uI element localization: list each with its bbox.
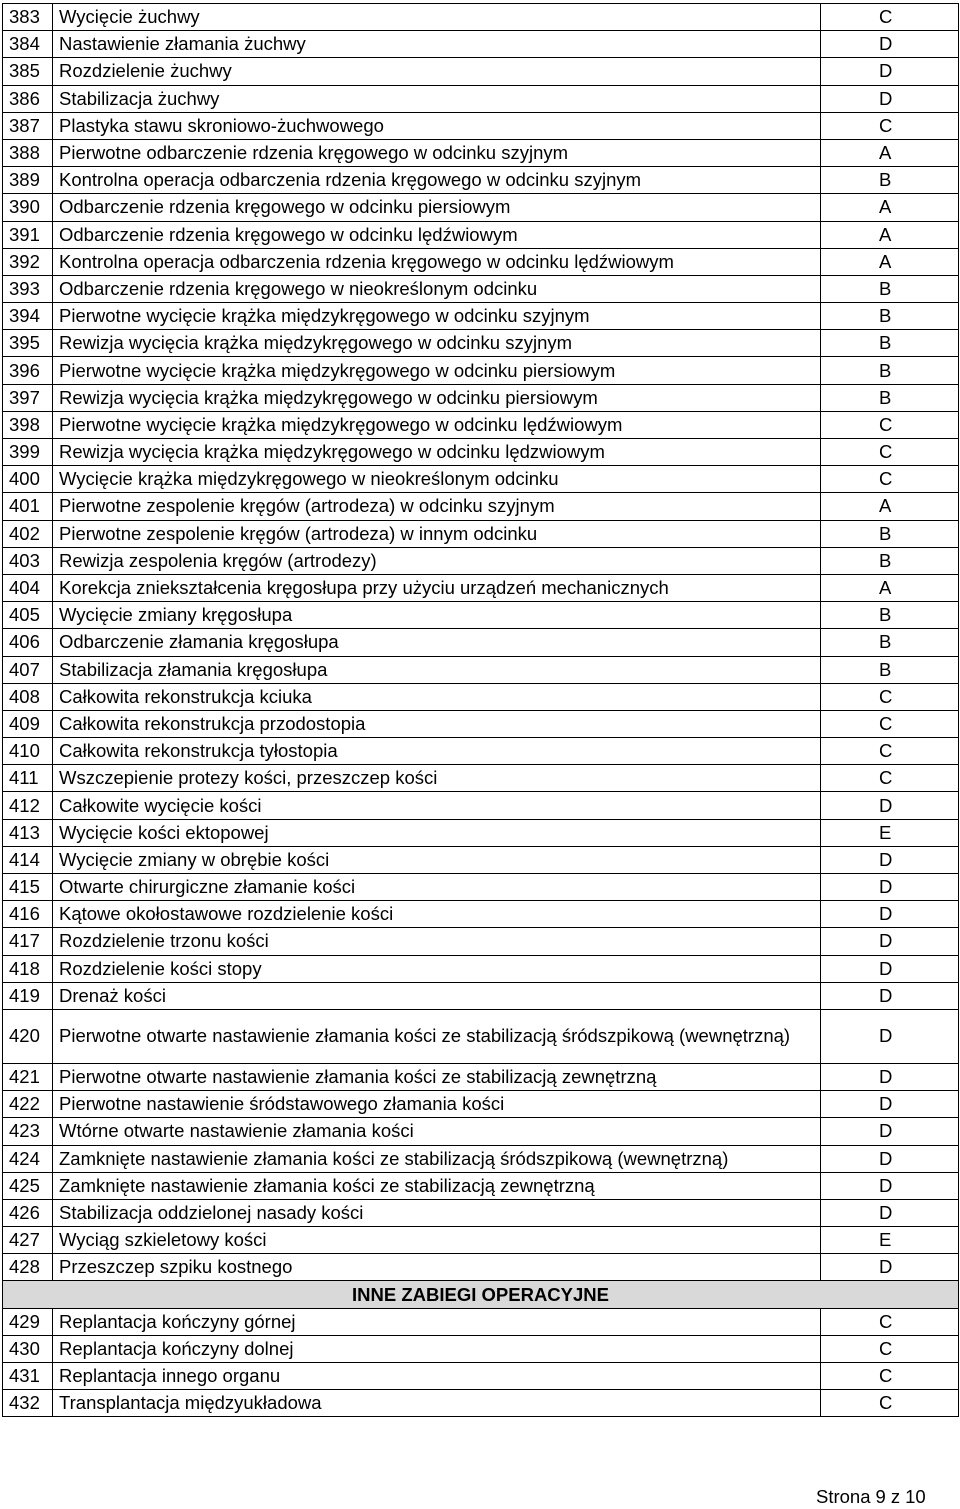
row-category: D <box>821 901 959 928</box>
table-row <box>3 221 959 248</box>
row-number: 410 <box>3 738 53 765</box>
row-description: Wyciąg szkieletowy kości <box>53 1227 821 1254</box>
table-row <box>3 357 959 384</box>
other-procedures-body <box>3 1308 959 1417</box>
row-number: 418 <box>3 955 53 982</box>
row-number: 408 <box>3 683 53 710</box>
table-row <box>3 1308 959 1335</box>
row-category: B <box>821 547 959 574</box>
row-category: A <box>821 139 959 166</box>
table-row <box>3 1227 959 1254</box>
row-number: 414 <box>3 846 53 873</box>
row-category: C <box>821 683 959 710</box>
row-description: Replantacja kończyny górnej <box>53 1308 821 1335</box>
table-row <box>3 1145 959 1172</box>
row-description: Kontrolna operacja odbarczenia rdzenia kręgowego w odcinku lędźwiowym <box>53 248 821 275</box>
row-category: B <box>821 275 959 302</box>
row-category: C <box>821 112 959 139</box>
table-row <box>3 1335 959 1362</box>
table-row <box>3 1009 959 1063</box>
table-row <box>3 248 959 275</box>
row-description: Odbarczenie złamania kręgosłupa <box>53 629 821 656</box>
row-number: 387 <box>3 112 53 139</box>
row-number: 383 <box>3 4 53 31</box>
row-description: Kontrolna operacja odbarczenia rdzenia kręgowego w odcinku szyjnym <box>53 167 821 194</box>
row-description: Pierwotne wycięcie krążka międzykręgowego w odcinku lędźwiowym <box>53 411 821 438</box>
row-category: D <box>821 1009 959 1063</box>
row-description: Replantacja innego organu <box>53 1363 821 1390</box>
row-category: B <box>821 602 959 629</box>
row-category: C <box>821 1363 959 1390</box>
row-number: 396 <box>3 357 53 384</box>
row-description: Rewizja wycięcia krążka międzykręgowego w odcinku piersiowym <box>53 384 821 411</box>
row-number: 403 <box>3 547 53 574</box>
row-description: Pierwotne otwarte nastawienie złamania kości ze stabilizacją zewnętrzną <box>53 1063 821 1090</box>
table-row <box>3 710 959 737</box>
table-row <box>3 194 959 221</box>
row-number: 394 <box>3 303 53 330</box>
row-description: Wycięcie kości ektopowej <box>53 819 821 846</box>
row-number: 409 <box>3 710 53 737</box>
row-category: C <box>821 411 959 438</box>
row-category: C <box>821 738 959 765</box>
row-category: A <box>821 248 959 275</box>
row-category: D <box>821 1118 959 1145</box>
table-row <box>3 901 959 928</box>
row-description: Przeszczep szpiku kostnego <box>53 1254 821 1281</box>
row-number: 405 <box>3 602 53 629</box>
row-number: 423 <box>3 1118 53 1145</box>
row-description: Odbarczenie rdzenia kręgowego w nieokreślonym odcinku <box>53 275 821 302</box>
table-row <box>3 765 959 792</box>
row-number: 419 <box>3 982 53 1009</box>
row-description: Pierwotne zespolenie kręgów (artrodeza) w innym odcinku <box>53 520 821 547</box>
table-row <box>3 574 959 601</box>
row-category: D <box>821 982 959 1009</box>
row-description: Całkowita rekonstrukcja tyłostopia <box>53 738 821 765</box>
row-category: C <box>821 765 959 792</box>
row-description: Wycięcie zmiany kręgosłupa <box>53 602 821 629</box>
row-category: C <box>821 1390 959 1417</box>
table-row <box>3 520 959 547</box>
row-number: 421 <box>3 1063 53 1090</box>
row-number: 427 <box>3 1227 53 1254</box>
table-row <box>3 629 959 656</box>
row-category: D <box>821 1254 959 1281</box>
table-row <box>3 602 959 629</box>
row-category: D <box>821 846 959 873</box>
row-description: Wtórne otwarte nastawienie złamania kości <box>53 1118 821 1145</box>
table-row <box>3 683 959 710</box>
table-row <box>3 1363 959 1390</box>
table-row <box>3 1199 959 1226</box>
row-description: Wycięcie krążka międzykręgowego w nieokreślonym odcinku <box>53 466 821 493</box>
row-number: 412 <box>3 792 53 819</box>
section-title: INNE ZABIEGI OPERACYJNE <box>3 1281 959 1308</box>
table-row <box>3 31 959 58</box>
page-label: Strona <box>816 1486 871 1507</box>
row-description: Pierwotne wycięcie krążka międzykręgowego w odcinku piersiowym <box>53 357 821 384</box>
row-number: 432 <box>3 1390 53 1417</box>
procedures-body <box>3 4 959 1281</box>
row-category: B <box>821 656 959 683</box>
row-number: 420 <box>3 1009 53 1063</box>
table-row <box>3 330 959 357</box>
row-number: 428 <box>3 1254 53 1281</box>
row-description: Stabilizacja oddzielonej nasady kości <box>53 1199 821 1226</box>
row-description: Stabilizacja złamania kręgosłupa <box>53 656 821 683</box>
row-category: A <box>821 493 959 520</box>
row-category: D <box>821 1145 959 1172</box>
table-row <box>3 275 959 302</box>
row-number: 384 <box>3 31 53 58</box>
table-row <box>3 439 959 466</box>
table-row <box>3 738 959 765</box>
row-number: 398 <box>3 411 53 438</box>
row-category: C <box>821 1335 959 1362</box>
row-description: Rewizja wycięcia krążka międzykręgowego w odcinku szyjnym <box>53 330 821 357</box>
row-category: B <box>821 384 959 411</box>
row-category: E <box>821 1227 959 1254</box>
row-number: 386 <box>3 85 53 112</box>
row-description: Plastyka stawu skroniowo-żuchwowego <box>53 112 821 139</box>
table-row <box>3 58 959 85</box>
row-category: B <box>821 303 959 330</box>
table-row <box>3 928 959 955</box>
row-number: 385 <box>3 58 53 85</box>
table-row <box>3 139 959 166</box>
row-description: Rozdzielenie żuchwy <box>53 58 821 85</box>
section-header-row <box>3 1281 959 1308</box>
row-description: Korekcja zniekształcenia kręgosłupa przy użyciu urządzeń mechanicznych <box>53 574 821 601</box>
table-row <box>3 167 959 194</box>
row-category: C <box>821 710 959 737</box>
table-row <box>3 547 959 574</box>
row-number: 415 <box>3 874 53 901</box>
table-row <box>3 955 959 982</box>
page-footer <box>816 1486 931 1508</box>
row-number: 430 <box>3 1335 53 1362</box>
row-category: C <box>821 4 959 31</box>
table-row <box>3 4 959 31</box>
row-number: 404 <box>3 574 53 601</box>
row-description: Odbarczenie rdzenia kręgowego w odcinku piersiowym <box>53 194 821 221</box>
row-number: 417 <box>3 928 53 955</box>
row-description: Rewizja wycięcia krążka międzykręgowego w odcinku lędzwiowym <box>53 439 821 466</box>
page-total: 10 <box>905 1486 926 1507</box>
row-description: Pierwotne wycięcie krążka międzykręgowego w odcinku szyjnym <box>53 303 821 330</box>
row-description: Transplantacja międzyukładowa <box>53 1390 821 1417</box>
table-row <box>3 112 959 139</box>
table-row <box>3 792 959 819</box>
row-number: 425 <box>3 1172 53 1199</box>
procedures-table <box>2 3 959 1417</box>
row-description: Zamknięte nastawienie złamania kości ze stabilizacją zewnętrzną <box>53 1172 821 1199</box>
row-description: Stabilizacja żuchwy <box>53 85 821 112</box>
row-description: Kątowe okołostawowe rozdzielenie kości <box>53 901 821 928</box>
row-number: 390 <box>3 194 53 221</box>
row-number: 388 <box>3 139 53 166</box>
page-separator: z <box>890 1486 901 1507</box>
table-row <box>3 656 959 683</box>
row-description: Drenaż kości <box>53 982 821 1009</box>
row-category: D <box>821 58 959 85</box>
row-category: B <box>821 629 959 656</box>
table-row <box>3 411 959 438</box>
table-row <box>3 819 959 846</box>
row-number: 426 <box>3 1199 53 1226</box>
row-category: D <box>821 955 959 982</box>
table-row <box>3 303 959 330</box>
row-number: 392 <box>3 248 53 275</box>
row-description: Zamknięte nastawienie złamania kości ze stabilizacją śródszpikową (wewnętrzną) <box>53 1145 821 1172</box>
row-number: 429 <box>3 1308 53 1335</box>
row-description: Wycięcie żuchwy <box>53 4 821 31</box>
row-category: B <box>821 167 959 194</box>
row-category: A <box>821 574 959 601</box>
table-row <box>3 1390 959 1417</box>
row-description: Rozdzielenie kości stopy <box>53 955 821 982</box>
row-category: D <box>821 1199 959 1226</box>
page-current: 9 <box>875 1486 886 1507</box>
table-row <box>3 466 959 493</box>
row-description: Całkowita rekonstrukcja przodostopia <box>53 710 821 737</box>
row-description: Otwarte chirurgiczne złamanie kości <box>53 874 821 901</box>
row-description: Pierwotne odbarczenie rdzenia kręgowego w odcinku szyjnym <box>53 139 821 166</box>
row-category: B <box>821 357 959 384</box>
row-number: 416 <box>3 901 53 928</box>
row-category: A <box>821 194 959 221</box>
row-category: C <box>821 466 959 493</box>
table-row <box>3 1118 959 1145</box>
table-row <box>3 1091 959 1118</box>
row-description: Wycięcie zmiany w obrębie kości <box>53 846 821 873</box>
row-description: Pierwotne zespolenie kręgów (artrodeza) w odcinku szyjnym <box>53 493 821 520</box>
row-description: Odbarczenie rdzenia kręgowego w odcinku lędźwiowym <box>53 221 821 248</box>
row-category: D <box>821 1063 959 1090</box>
row-category: D <box>821 928 959 955</box>
row-number: 424 <box>3 1145 53 1172</box>
table-row <box>3 982 959 1009</box>
table-row <box>3 1063 959 1090</box>
row-number: 422 <box>3 1091 53 1118</box>
table-row <box>3 493 959 520</box>
row-description: Całkowita rekonstrukcja kciuka <box>53 683 821 710</box>
table-row <box>3 1254 959 1281</box>
row-category: D <box>821 31 959 58</box>
row-description: Wszczepienie protezy kości, przeszczep kości <box>53 765 821 792</box>
row-description: Nastawienie złamania żuchwy <box>53 31 821 58</box>
row-category: A <box>821 221 959 248</box>
table-row <box>3 874 959 901</box>
row-number: 407 <box>3 656 53 683</box>
row-number: 395 <box>3 330 53 357</box>
row-description: Pierwotne nastawienie śródstawowego złamania kości <box>53 1091 821 1118</box>
row-number: 389 <box>3 167 53 194</box>
row-category: B <box>821 330 959 357</box>
row-number: 431 <box>3 1363 53 1390</box>
row-category: D <box>821 1172 959 1199</box>
row-number: 411 <box>3 765 53 792</box>
row-description: Pierwotne otwarte nastawienie złamania kości ze stabilizacją śródszpikową (wewnętrzną) <box>53 1009 821 1063</box>
row-category: B <box>821 520 959 547</box>
table-row <box>3 85 959 112</box>
row-number: 406 <box>3 629 53 656</box>
row-category: D <box>821 85 959 112</box>
table-row <box>3 384 959 411</box>
row-number: 391 <box>3 221 53 248</box>
row-number: 400 <box>3 466 53 493</box>
row-number: 402 <box>3 520 53 547</box>
row-category: D <box>821 1091 959 1118</box>
row-description: Rozdzielenie trzonu kości <box>53 928 821 955</box>
table-row <box>3 846 959 873</box>
row-number: 397 <box>3 384 53 411</box>
table-row <box>3 1172 959 1199</box>
row-description: Rewizja zespolenia kręgów (artrodezy) <box>53 547 821 574</box>
row-number: 401 <box>3 493 53 520</box>
row-number: 393 <box>3 275 53 302</box>
row-number: 413 <box>3 819 53 846</box>
row-description: Całkowite wycięcie kości <box>53 792 821 819</box>
row-category: D <box>821 792 959 819</box>
row-category: C <box>821 1308 959 1335</box>
row-category: C <box>821 439 959 466</box>
row-description: Replantacja kończyny dolnej <box>53 1335 821 1362</box>
row-number: 399 <box>3 439 53 466</box>
row-category: E <box>821 819 959 846</box>
row-category: D <box>821 874 959 901</box>
